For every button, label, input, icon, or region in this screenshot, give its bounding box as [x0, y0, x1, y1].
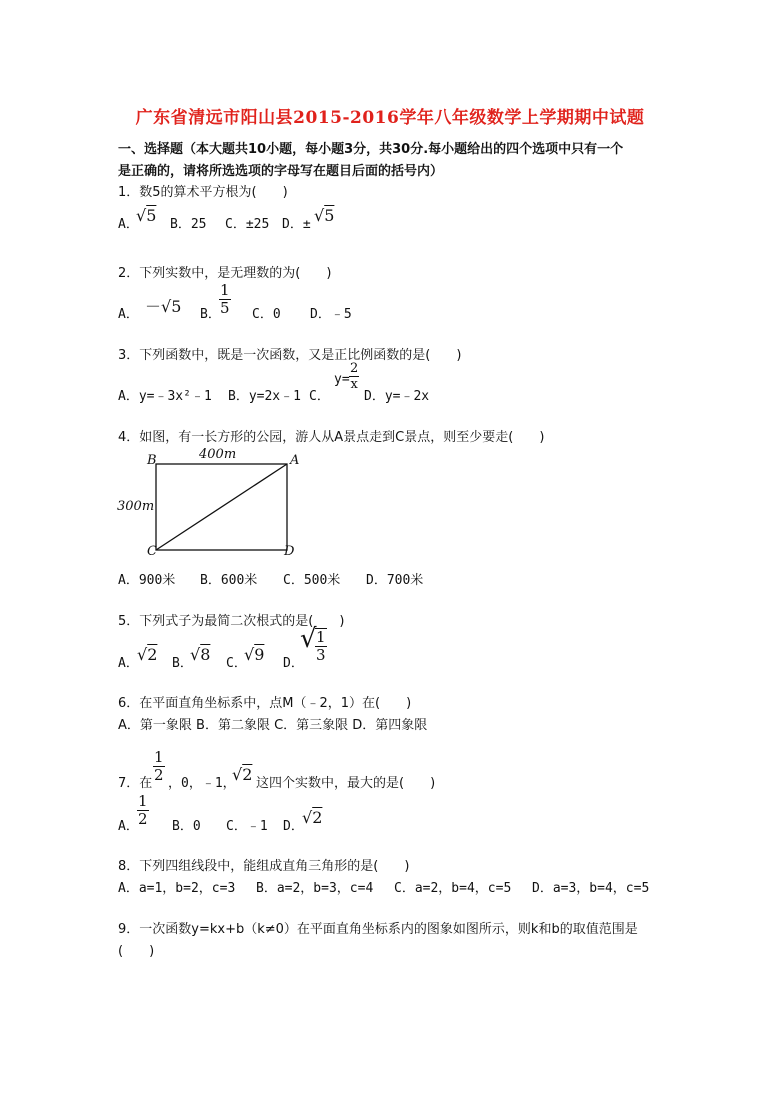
- q8-option-a: A．a=1，b=2，c=3: [118, 881, 236, 896]
- q3-stem: 3．下列函数中，既是一次函数，又是正比例函数的是( ): [118, 348, 462, 363]
- q8-option-d: D．a=3，b=4，c=5: [532, 881, 650, 896]
- q2-option-c: C．0: [252, 307, 281, 322]
- q7-option-d-root: √2: [302, 808, 323, 827]
- q1-stem: 1．数5的算术平方根为( ): [118, 185, 288, 200]
- diagonal-path-ac: [156, 464, 287, 550]
- q7-stem-fraction: $\frac{1}{2}$: [154, 748, 164, 784]
- q3-option-c-label: C．: [309, 389, 330, 404]
- q5-option-d-radical: √: [300, 624, 317, 654]
- q8-option-b: B．a=2，b=3，c=4: [256, 881, 374, 896]
- q1-option-b: B．25: [170, 217, 207, 232]
- section-heading-line2: 是正确的，请将所选选项的字母写在题目后面的括号内）: [118, 164, 444, 179]
- q4-label-a: A: [290, 453, 300, 468]
- q6-options: A．第一象限 B．第二象限 C．第三象限 D．第四象限: [118, 718, 428, 733]
- q3-option-d: D．y=﹣2x: [364, 389, 430, 404]
- q3-option-b: B．y=2x﹣1: [228, 389, 301, 404]
- q2-option-a-label: A．: [118, 307, 139, 322]
- q5-option-a-root: √2: [137, 645, 158, 664]
- q4-option-d: D．700米: [366, 573, 424, 588]
- q2-option-b-fraction: $\frac{1}{5}$: [220, 281, 230, 317]
- q1-option-a-label: A．: [118, 217, 139, 232]
- q5-option-b-root: √8: [190, 645, 211, 664]
- q7-option-c: C．﹣1: [226, 819, 268, 834]
- q1-option-d-root: √5: [314, 206, 335, 225]
- q4-label-c: C: [147, 544, 157, 559]
- q7-option-b: B．0: [172, 819, 201, 834]
- q6-stem: 6．在平面直角坐标系中，点M（﹣2，1）在( ): [118, 696, 412, 711]
- q4-label-d: D: [284, 544, 295, 559]
- q2-option-a-value: －√5: [145, 297, 182, 316]
- q4-length-top: 400m: [199, 447, 237, 462]
- q4-length-left: 300m: [117, 499, 155, 514]
- q9-stem: 9．一次函数y=kx+b（k≠0）在平面直角坐标系内的图象如图所示，则k和b的取值范围是: [118, 922, 638, 937]
- q5-stem: 5．下列式子为最简二次根式的是( ): [118, 614, 345, 629]
- q3-option-c-lhs: y=: [334, 372, 350, 387]
- q7-stem-root: √2: [232, 765, 253, 784]
- q7-stem-middle: ，0，﹣1，: [168, 776, 236, 791]
- q7-stem-suffix: 这四个实数中，最大的是( ): [256, 776, 436, 791]
- q5-option-b-label: B．: [172, 656, 193, 671]
- exam-title: 广东省清远市阳山县2015-2016学年八年级数学上学期期中试题: [135, 108, 645, 128]
- q5-option-a-label: A．: [118, 656, 139, 671]
- q1-option-a-root: √5: [136, 206, 157, 225]
- q4-option-a: A．900米: [118, 573, 176, 588]
- q4-option-c: C．500米: [283, 573, 341, 588]
- q7-option-d-label: D．: [283, 819, 304, 834]
- q3-option-a: A．y=﹣3x²﹣1: [118, 389, 212, 404]
- q2-option-b-label: B．: [200, 307, 221, 322]
- q4-stem: 4．如图，有一长方形的公园，游人从A景点走到C景点，则至少要走( ): [118, 430, 545, 445]
- q3-option-c-fraction: $\frac{2}{x}$: [350, 361, 359, 392]
- q1-option-d-label: D．±: [282, 217, 311, 232]
- section-heading-line1: 一、选择题（本大题共10小题，每小题3分，共30分.每小题给出的四个选项中只有一个: [118, 142, 624, 157]
- q7-option-a-label: A．: [118, 819, 139, 834]
- q9-answer-paren: ( ): [118, 944, 155, 959]
- q7-option-a-fraction: $\frac{1}{2}$: [138, 792, 148, 828]
- q1-option-c: C．±25: [225, 217, 270, 232]
- q4-option-b: B．600米: [200, 573, 258, 588]
- q5-option-c-label: C．: [226, 656, 247, 671]
- q2-option-d: D．﹣5: [310, 307, 352, 322]
- q5-option-d-fraction: $\frac{1}{3}$: [316, 628, 326, 664]
- q7-stem-prefix: 7．在: [118, 776, 153, 791]
- q2-stem: 2．下列实数中，是无理数的为( ): [118, 266, 332, 281]
- q5-option-d-label: D．: [283, 656, 304, 671]
- q5-option-c-root: √9: [244, 645, 265, 664]
- q8-stem: 8．下列四组线段中，能组成直角三角形的是( ): [118, 859, 410, 874]
- q4-label-b: B: [147, 453, 157, 468]
- q8-option-c: C．a=2，b=4，c=5: [394, 881, 512, 896]
